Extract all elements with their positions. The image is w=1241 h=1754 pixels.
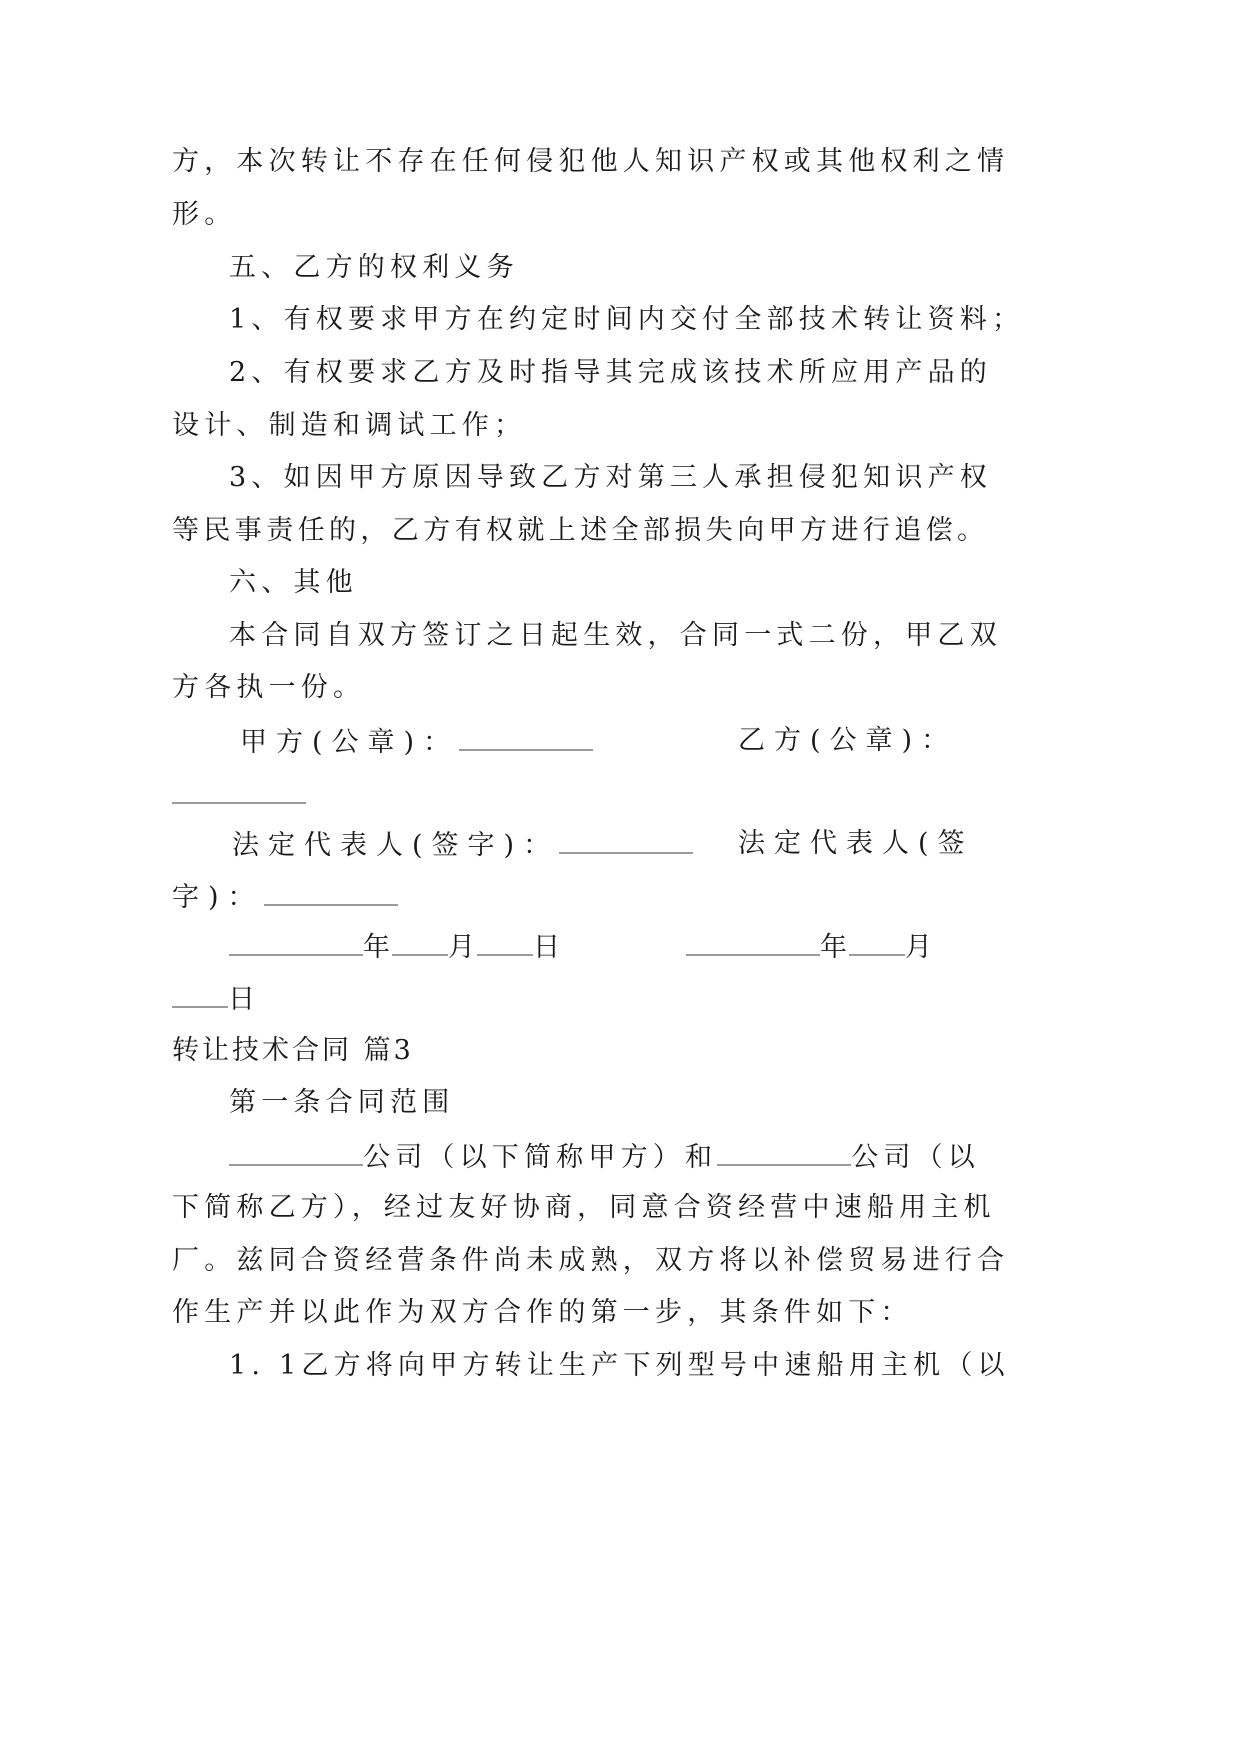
- date-a-month-label: 月: [448, 932, 477, 963]
- article-heading: 第一条合同范围: [229, 1087, 455, 1118]
- rep-b-label: 法定代表人(签: [738, 828, 974, 859]
- date-a-year-label: 年: [363, 932, 392, 963]
- paragraph-line: 方，本次转让不存在任何侵犯他人知识产权或其他权利之情: [172, 146, 1010, 177]
- party-a-seal-label: 甲方(公章)：: [240, 727, 460, 758]
- section-heading: 六、其他: [229, 567, 358, 598]
- paragraph-line: 形。: [172, 199, 237, 230]
- date-a-month-blank[interactable]: [392, 928, 448, 956]
- date-b-month-blank[interactable]: [849, 928, 905, 956]
- rep-b-blank[interactable]: [264, 878, 398, 906]
- paragraph-line: 作生产并以此作为双方合作的第一步，其条件如下：: [172, 1297, 913, 1328]
- rep-b-label-cont: 字)：: [172, 882, 264, 913]
- list-item: 3、如因甲方原因导致乙方对第三人承担侵犯知识产权: [229, 462, 992, 493]
- rep-b-row: [172, 878, 398, 916]
- date-a-row: [229, 928, 562, 966]
- section-heading: 五、乙方的权利义务: [229, 252, 519, 283]
- party-b-seal-blank[interactable]: [172, 776, 306, 804]
- rep-a-label: 法定代表人(签字)：: [232, 830, 560, 861]
- list-item-continuation: 等民事责任的，乙方有权就上述全部损失向甲方进行追偿。: [172, 515, 989, 546]
- company-b-blank[interactable]: [717, 1138, 851, 1166]
- company-b-text: 公司（以: [851, 1142, 981, 1173]
- paragraph-line: 本合同自双方签订之日起生效，合同一式二份，甲乙双: [229, 620, 1002, 651]
- date-b-day-blank[interactable]: [172, 980, 228, 1008]
- list-item: 1. 1乙方将向甲方转让生产下列型号中速船用主机（以: [229, 1350, 1010, 1381]
- paragraph-line: 厂。兹同合资经营条件尚未成熟，双方将以补偿贸易进行合: [172, 1245, 1010, 1276]
- list-item: 1、有权要求甲方在约定时间内交付全部技术转让资料；: [229, 304, 1025, 335]
- date-b-year-label: 年: [820, 932, 849, 963]
- party-b-seal-label: 乙方(公章)：: [738, 725, 958, 756]
- rep-a-row: [232, 826, 693, 864]
- date-a-day-label: 日: [533, 932, 562, 963]
- paragraph-line: 方各执一份。: [172, 672, 366, 703]
- list-item: 2、有权要求乙方及时指导其完成该技术所应用产品的: [229, 357, 992, 388]
- date-a-day-blank[interactable]: [477, 928, 533, 956]
- date-a-year-blank[interactable]: [229, 928, 363, 956]
- list-item-continuation: 设计、制造和调试工作；: [172, 410, 527, 441]
- date-b-day-label: 日: [228, 984, 257, 1015]
- company-a-blank[interactable]: [229, 1138, 363, 1166]
- date-b-year-blank[interactable]: [686, 928, 820, 956]
- paragraph-line: 下简称乙方），经过友好协商，同意合资经营中速船用主机: [172, 1192, 996, 1223]
- rep-a-blank[interactable]: [559, 826, 693, 854]
- party-b-seal-row: [172, 776, 306, 814]
- party-a-seal-row: [240, 723, 593, 761]
- date-b-row-cont: [172, 980, 257, 1018]
- date-b-month-label: 月: [905, 932, 934, 963]
- date-b-row: [686, 928, 934, 966]
- party-a-seal-blank[interactable]: [459, 723, 593, 751]
- company-a-text: 公司（以下简称甲方）和: [363, 1142, 718, 1173]
- paragraph-line: [229, 1138, 980, 1176]
- section-title: 转让技术合同 篇3: [172, 1035, 414, 1066]
